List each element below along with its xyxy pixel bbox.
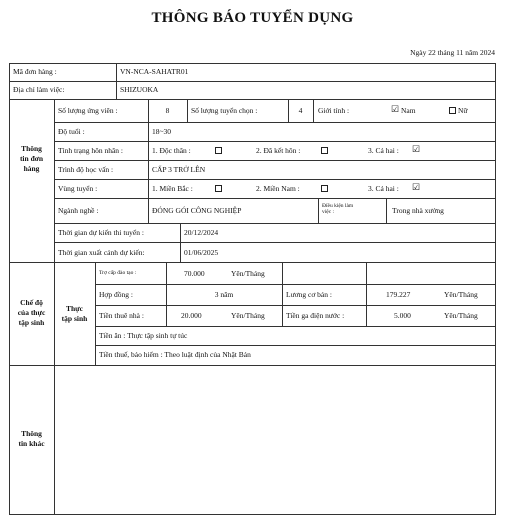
work-address-label: Địa chỉ làm việc: [13, 85, 65, 94]
order-code-label: Mã đơn hàng : [13, 67, 57, 76]
marital-both-checkbox-checked[interactable]: ☑ [412, 144, 421, 154]
row-divider [95, 284, 496, 285]
section-line: hàng [23, 164, 40, 173]
utilities-unit: Yên/Tháng [444, 311, 478, 320]
page-title: THÔNG BÁO TUYỂN DỤNG [151, 10, 354, 26]
row-divider [95, 305, 496, 306]
row-divider [9, 262, 496, 263]
marital-label: Tình trạng hôn nhân : [58, 146, 123, 155]
row-divider [9, 99, 496, 100]
col-divider [386, 198, 387, 223]
basic-salary-label: Lương cơ bản : [286, 290, 332, 299]
basic-salary-value: 179.227 [386, 290, 411, 299]
section-line: Chế độ [20, 298, 43, 307]
meal-info: Tiền ăn : Thực tập sinh tự túc [99, 331, 188, 340]
row-divider [54, 179, 496, 180]
age-label: Độ tuổi : [58, 127, 85, 136]
departure-date-value: 01/06/2025 [184, 248, 219, 257]
utilities-value: 5.000 [394, 311, 411, 320]
north-checkbox[interactable] [215, 185, 222, 192]
training-allowance-unit: Yên/Tháng [231, 269, 265, 278]
basic-salary-unit: Yên/Tháng [444, 290, 478, 299]
candidate-qty-label: Số lượng ứng viên : [58, 106, 118, 115]
notice-date: Ngày 22 tháng 11 năm 2024 [410, 48, 495, 57]
col-divider [54, 99, 55, 262]
row-divider [54, 198, 496, 199]
section-line: tin khác [18, 439, 45, 448]
row-divider [95, 326, 496, 327]
col-divider [148, 99, 149, 223]
job-value: ĐÓNG GÓI CÔNG NGHIỆP [152, 206, 242, 215]
col-divider [180, 223, 181, 262]
region-label: Vùng tuyển : [58, 184, 98, 193]
male-checkbox-checked[interactable]: ☑ [391, 104, 400, 114]
col-divider [282, 262, 283, 326]
education-value: CẤP 3 TRỞ LÊN [152, 165, 206, 174]
col-divider [313, 99, 314, 122]
age-value: 18~30 [152, 127, 172, 136]
row-divider [9, 365, 496, 366]
col-divider [366, 262, 367, 326]
section-line: tập sinh [18, 318, 45, 327]
col-divider [54, 365, 55, 515]
sub-section-trainee [54, 304, 95, 324]
row-divider [54, 223, 496, 224]
job-label: Ngành nghề : [58, 206, 99, 215]
select-qty-label: Số lượng tuyển chọn : [191, 106, 258, 115]
male-label: Nam [401, 106, 416, 115]
col-divider [95, 262, 96, 365]
contract-label: Hợp đồng : [99, 290, 133, 299]
section-line: Thông [21, 429, 42, 438]
col-divider [187, 99, 188, 122]
contract-value: 3 năm [214, 290, 234, 299]
row-divider [54, 160, 496, 161]
work-condition-label-line: việc : [322, 209, 335, 215]
training-allowance-label: Trợ cấp đào tạo : [99, 270, 137, 276]
row-divider [54, 141, 496, 142]
col-divider [116, 63, 117, 99]
order-code-value: VN-NCA-SAHATR01 [120, 67, 189, 76]
row-divider [54, 242, 496, 243]
education-label: Trình độ học vấn : [58, 165, 114, 174]
row-divider [54, 122, 496, 123]
rent-value: 20.000 [181, 311, 202, 320]
rent-unit: Yên/Tháng [231, 311, 265, 320]
section-line: Thông [21, 144, 42, 153]
south-checkbox[interactable] [321, 185, 328, 192]
region-both-checkbox-checked[interactable]: ☑ [412, 182, 421, 192]
sub-section-line: Thực [65, 304, 83, 313]
work-condition-value: Trong nhà xưởng [392, 206, 444, 215]
col-divider [318, 198, 319, 223]
row-divider [9, 81, 496, 82]
work-address-value: SHIZUOKA [120, 85, 159, 94]
marital-option-both: 3. Cả hai : [368, 146, 399, 155]
sub-section-line: tập sinh [61, 314, 88, 323]
section-order-info [9, 144, 54, 174]
region-option-north: 1. Miền Bắc : [152, 184, 193, 193]
marital-option-married: 2. Đã kết hôn : [256, 146, 301, 155]
exam-date-label: Thời gian dự kiến thi tuyển : [58, 228, 144, 237]
rent-label: Tiền thuê nhà : [99, 311, 144, 320]
section-other-info [9, 429, 54, 449]
single-checkbox[interactable] [215, 147, 222, 154]
marital-option-single: 1. Độc thân : [152, 146, 191, 155]
married-checkbox[interactable] [321, 147, 328, 154]
other-info-area[interactable] [56, 367, 494, 513]
region-option-both: 3. Cả hai : [368, 184, 399, 193]
region-option-south: 2. Miền Nam : [256, 184, 300, 193]
candidate-qty-value: 8 [165, 106, 170, 115]
work-condition-label [322, 203, 353, 215]
utilities-label: Tiền ga điện nước : [286, 311, 345, 320]
section-benefits [9, 298, 54, 328]
row-divider [95, 345, 496, 346]
section-line: tin đơn [19, 154, 44, 163]
female-checkbox[interactable] [449, 107, 456, 114]
departure-date-label: Thời gian xuất cảnh dự kiến: [58, 248, 145, 257]
section-line: của thực [17, 308, 46, 317]
tax-insurance-info: Tiền thuế, bảo hiểm : Theo luật định của Nhật Bản [99, 350, 251, 359]
work-condition-label-line: Điều kiện làm [322, 203, 354, 209]
select-qty-value: 4 [298, 106, 303, 115]
gender-label: Giới tính : [318, 106, 350, 115]
training-allowance-value: 70.000 [184, 269, 205, 278]
exam-date-value: 20/12/2024 [184, 228, 219, 237]
female-label: Nữ [458, 106, 468, 115]
